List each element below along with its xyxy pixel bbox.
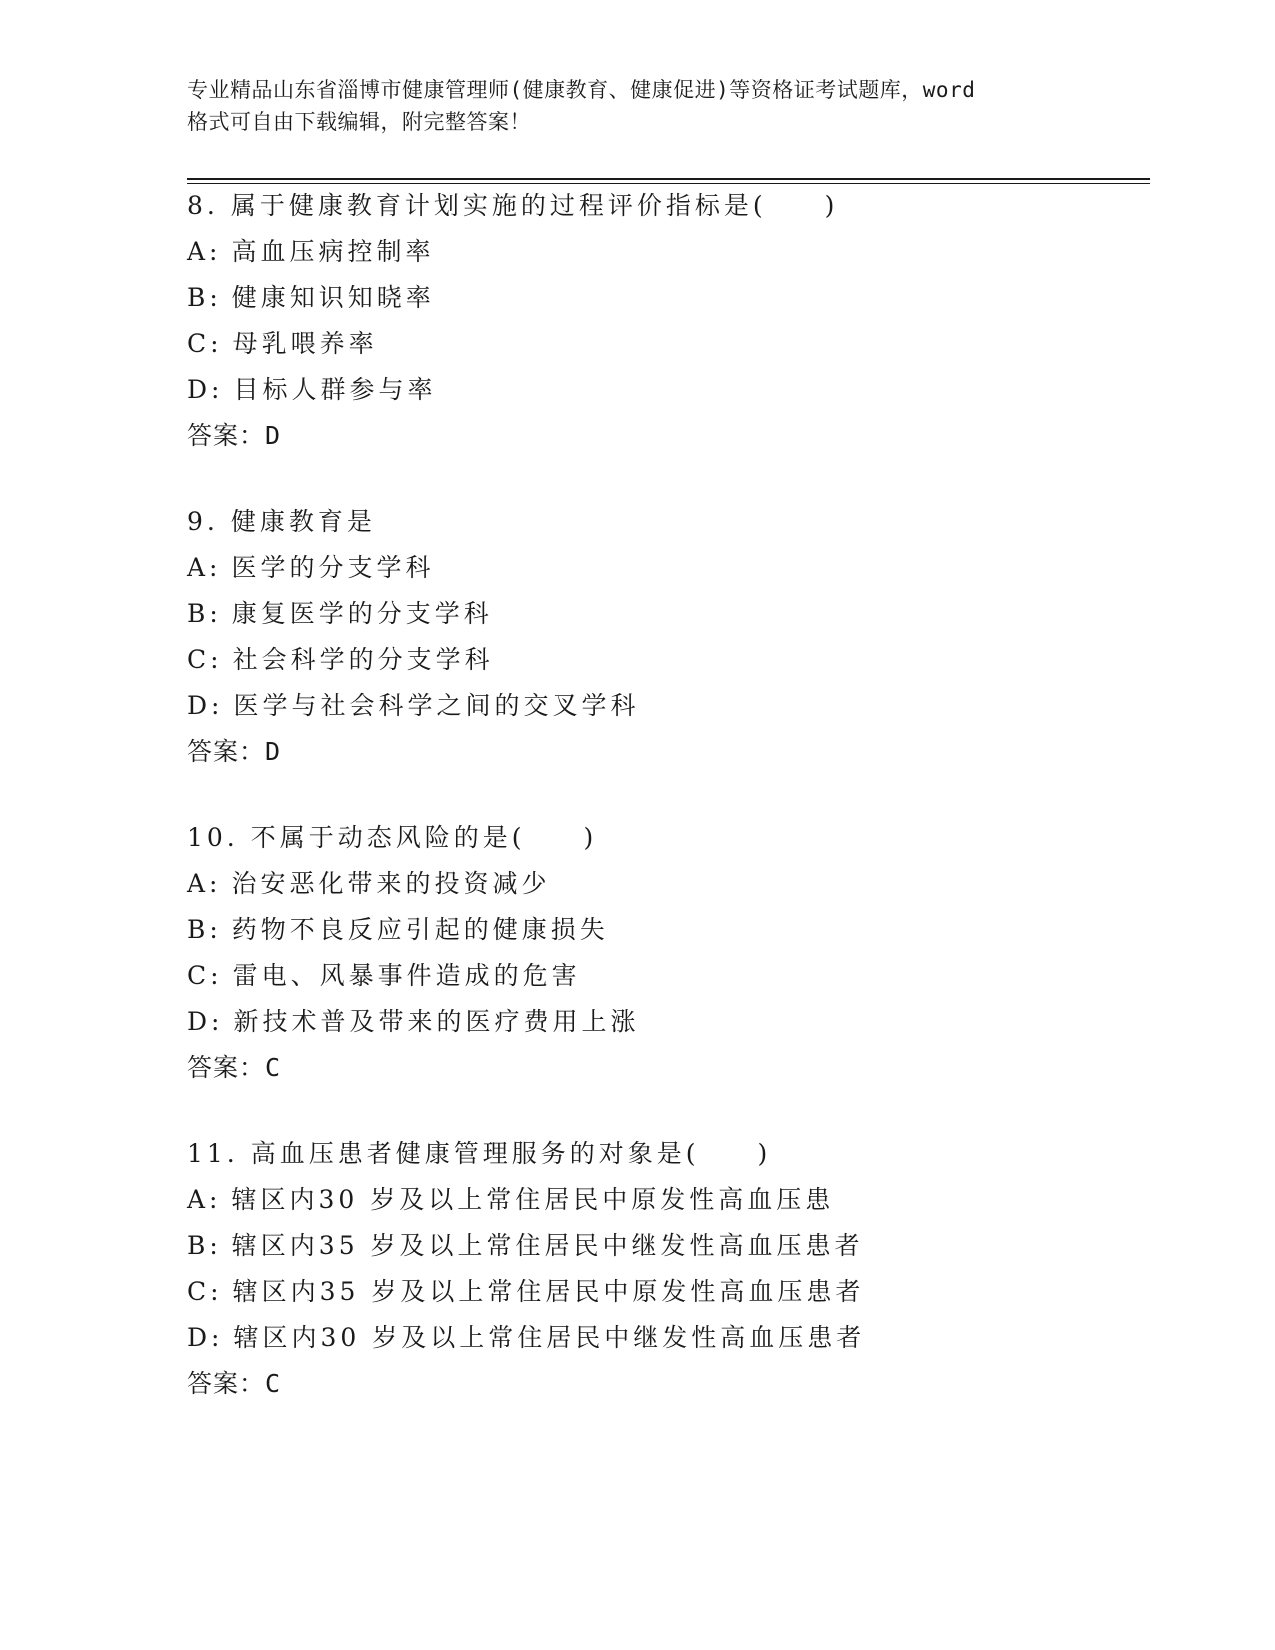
option-text: 康复医学的分支学科 [231,599,493,628]
question-text: 健康教育是 [230,507,376,536]
option-text: 新技术普及带来的医疗费用上涨 [233,1007,640,1036]
option-key: B: [187,1231,222,1260]
question-stem [187,1131,1087,1177]
question-stem [187,183,1087,229]
option-b [187,907,1087,953]
option-b [187,275,1087,321]
option-key: D: [187,691,224,720]
question-text: 属于健康教育计划实施的过程评价指标是( ) [230,191,839,220]
answer-label: 答案： [187,1053,266,1082]
option-key: B: [187,283,222,312]
option-c [187,953,1087,999]
document-header [187,74,1087,138]
option-key: D: [187,375,224,404]
question-number: 11. [187,1139,239,1168]
option-b [187,1223,1087,1269]
option-c [187,1269,1087,1315]
answer-label: 答案： [187,421,266,450]
option-text: 治安恶化带来的投资减少 [231,869,551,898]
question-9 [187,499,1087,775]
option-text: 目标人群参与率 [233,375,437,404]
question-11 [187,1131,1087,1407]
question-number: 8. [187,191,219,220]
question-text: 高血压患者健康管理服务的对象是( ) [250,1139,772,1168]
option-key: D: [187,1323,224,1352]
answer-value: C [265,1369,282,1398]
option-b [187,591,1087,637]
option-key: B: [187,599,222,628]
header-line-2: 格式可自由下载编辑，附完整答案！ [187,110,531,134]
option-d [187,999,1087,1045]
question-8 [187,183,1087,459]
option-key: D: [187,1007,224,1036]
answer-line [187,1361,1087,1407]
option-key: A: [187,1185,222,1214]
option-c [187,321,1087,367]
option-text: 雷电、风暴事件造成的危害 [232,961,581,990]
option-text: 社会科学的分支学科 [232,645,494,674]
option-c [187,637,1087,683]
question-10 [187,815,1087,1091]
answer-line [187,413,1087,459]
answer-line [187,729,1087,775]
answer-value: D [265,737,282,766]
answer-label: 答案： [187,1369,266,1398]
option-text: 高血压病控制率 [231,237,435,266]
option-d [187,1315,1087,1361]
option-key: C: [187,645,223,674]
header-divider-thick [187,178,1150,180]
option-text: 辖区内35 岁及以上常住居民中继发性高血压患者 [231,1231,864,1260]
option-a [187,1177,1087,1223]
question-text: 不属于动态风险的是( ) [250,823,598,852]
question-number: 9. [187,507,219,536]
option-d [187,683,1087,729]
answer-label: 答案： [187,737,266,766]
option-a [187,229,1087,275]
answer-value: C [265,1053,282,1082]
option-key: B: [187,915,222,944]
answer-value: D [265,421,282,450]
option-key: A: [187,237,222,266]
option-text: 医学的分支学科 [231,553,435,582]
question-stem [187,815,1087,861]
option-text: 母乳喂养率 [232,329,378,358]
option-key: C: [187,329,223,358]
header-line-1: 专业精品山东省淄博市健康管理师(健康教育、健康促进)等资格证考试题库，word [187,78,976,102]
option-key: A: [187,553,222,582]
answer-line [187,1045,1087,1091]
option-text: 健康知识知晓率 [231,283,435,312]
question-stem [187,499,1087,545]
option-key: C: [187,961,223,990]
option-key: A: [187,869,222,898]
option-key: C: [187,1277,223,1306]
option-a [187,861,1087,907]
option-text: 辖区内30 岁及以上常住居民中继发性高血压患者 [233,1323,866,1352]
option-text: 辖区内30 岁及以上常住居民中原发性高血压患 [231,1185,835,1214]
option-text: 医学与社会科学之间的交叉学科 [233,691,640,720]
option-d [187,367,1087,413]
option-text: 辖区内35 岁及以上常住居民中原发性高血压患者 [232,1277,865,1306]
question-number: 10. [187,823,239,852]
option-a [187,545,1087,591]
option-text: 药物不良反应引起的健康损失 [231,915,609,944]
